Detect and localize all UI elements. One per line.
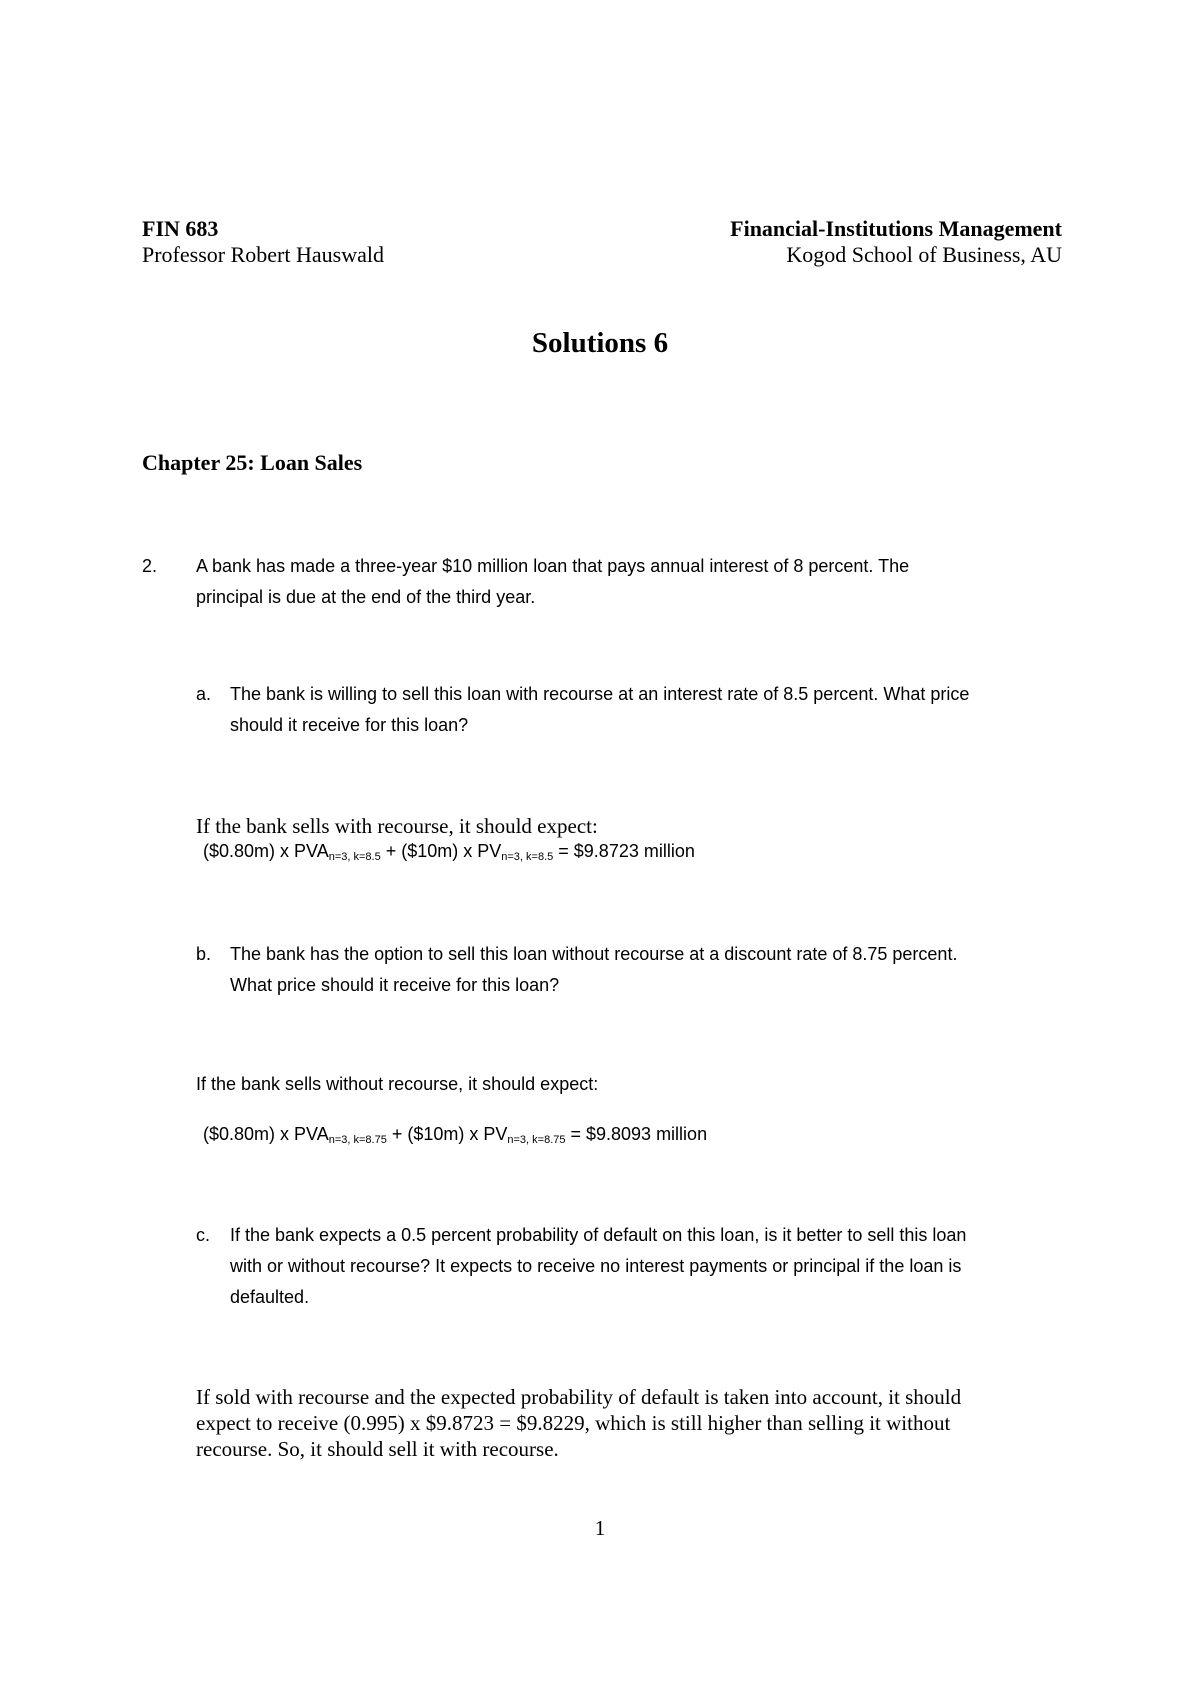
part-c-label: c. [196,1225,211,1245]
part-a-answer-intro: If the bank sells with recourse, it should expect: [196,814,598,838]
part-a-question [230,679,969,741]
part-c-answer-line: If sold with recourse and the expected probability of default is taken into account, it should [196,1385,962,1409]
course-title: Financial-Institutions Management [730,216,1062,241]
part-b-line: What price should it receive for this loan? [230,975,560,995]
part-a-label: a. [196,684,212,704]
part-c-line: defaulted. [230,1287,310,1307]
page-number: 1 [594,1516,606,1540]
chapter-heading: Chapter 25: Loan Sales [142,450,363,475]
question-line: A bank has made a three-year $10 million loan that pays annual interest of 8 percent. The [196,556,910,576]
part-c-answer [196,1384,961,1462]
part-a-line: should it receive for this loan? [230,715,469,735]
professor-name: Professor Robert Hauswald [142,242,384,267]
part-b-label: b. [196,944,212,964]
part-b-line: The bank has the option to sell this loan without recourse at a discount rate of 8.75 percent. [230,944,958,964]
question-number: 2. [142,556,158,576]
part-a-line: The bank is willing to sell this loan with recourse at an interest rate of 8.5 percent. What price [230,684,970,704]
part-a-formula: ($0.80m) x $PVA_{n=3, k=8.5}$ + ($10m) x $PV_{n=3, k=8.5}$ = $9.8723 million [203,841,695,863]
part-c-answer-line: recourse. So, it should sell it with recourse. [196,1437,559,1461]
question-line: principal is due at the end of the third year. [196,587,536,607]
part-c-question [230,1220,966,1313]
part-c-line: with or without recourse? It expects to receive no interest payments or principal if the loan is [230,1256,962,1276]
part-b-answer-intro: If the bank sells without recourse, it should expect: [196,1074,599,1094]
course-code: FIN 683 [142,216,219,241]
part-c-line: If the bank expects a 0.5 percent probability of default on this loan, is it better to sell this loan [230,1225,967,1245]
school-name: Kogod School of Business, AU [786,242,1062,267]
part-b-question [230,939,957,1001]
question-text [196,551,909,613]
part-c-answer-line: expect to receive (0.995) x $9.8723 = $9.8229, which is still higher than selling it without [196,1411,951,1435]
page-title: Solutions 6 [531,327,669,359]
part-b-formula: ($0.80m) x $PVA_{n=3, k=8.75}$ + ($10m) x $PV_{n=3, k=8.75}$ = $9.8093 million [203,1124,708,1146]
